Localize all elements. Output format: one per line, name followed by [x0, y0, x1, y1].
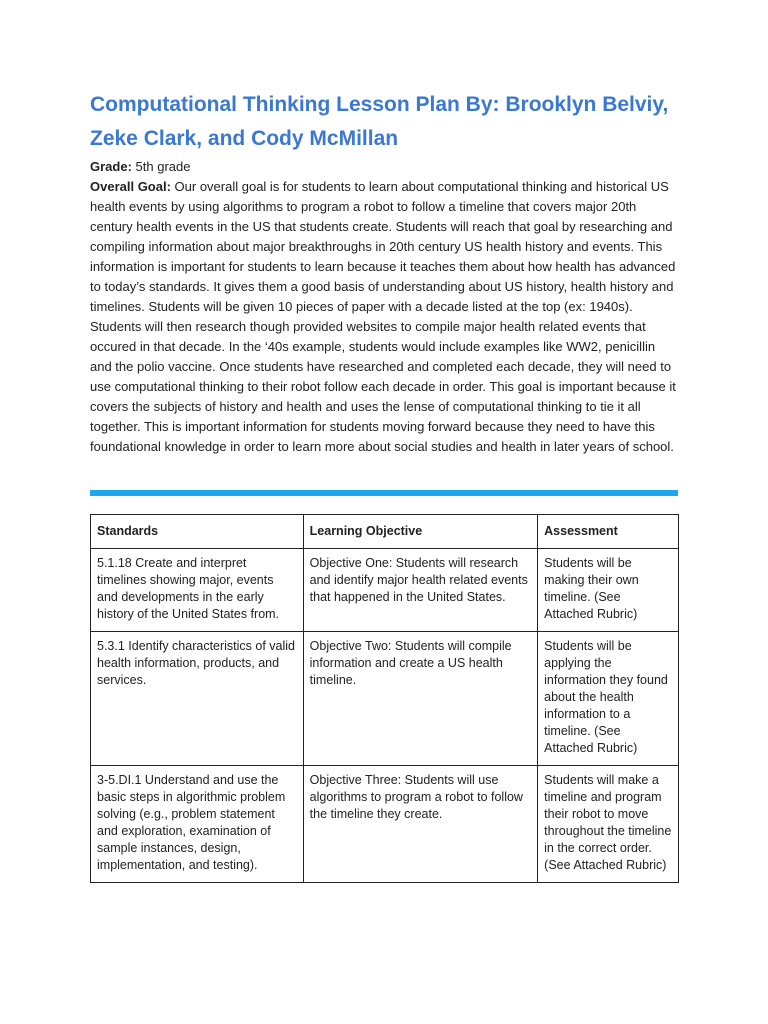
standard-cell: 5.1.18 Create and interpret timelines showing major, events and developments in the early history of the United States from.	[91, 549, 304, 632]
standards-table	[90, 514, 679, 883]
objective-cell: Objective Three: Students will use algorithms to program a robot to follow the timeline they create.	[303, 766, 538, 883]
grade-label: Grade:	[90, 159, 132, 174]
table-row	[91, 632, 679, 766]
lesson-plan-page	[90, 88, 678, 457]
overall-goal-text: Our overall goal is for students to learn about computational thinking and historical US health events by using algorithms to program a robot to follow a timeline that covers major 20th century health events in the US that students create. Students will reach that goal by researching and compiling information about major breakthroughs in 20th century US health history and events. This information is important for students to learn because it teaches them about how health has advanced to today’s standards. It gives them a good basis of understanding about US history, health history and timelines. Students will be given 10 pieces of paper with a decade listed at the top (ex: 1940s). Students will then research though provided websites to compile major health related events that occured in that decade. In the ‘40s example, students would include examples like WW2, penicillin and the polio vaccine. Once students have researched and completed each decade, they will need to use computational thinking to their robot follow each decade in order. This goal is important because it covers the subjects of history and health and uses the lense of computational thinking to tie it all together. This is important information for students moving forward because they need to have this foundational knowledge in order to learn more about social studies and health in later years of school.	[90, 179, 676, 454]
grade-line	[90, 157, 678, 177]
table-row	[91, 549, 679, 632]
header-standards: Standards	[91, 515, 304, 549]
document-title: Computational Thinking Lesson Plan By: Brooklyn Belviy, Zeke Clark, and Cody McMillan	[90, 93, 669, 150]
assessment-cell: Students will make a timeline and program their robot to move throughout the timeline in the correct order. (See Attached Rubric)	[538, 766, 679, 883]
objective-cell: Objective Two: Students will compile information and create a US health timeline.	[303, 632, 538, 766]
grade-value: 5th grade	[135, 159, 191, 174]
section-divider	[90, 490, 678, 496]
header-learning-objective: Learning Objective	[303, 515, 538, 549]
standard-cell: 5.3.1 Identify characteristics of valid health information, products, and services.	[91, 632, 304, 766]
objective-cell: Objective One: Students will research and identify major health related events that happened in the United States.	[303, 549, 538, 632]
assessment-cell: Students will be applying the information they found about the health information to a timeline. (See Attached Rubric)	[538, 632, 679, 766]
standard-cell: 3-5.DI.1 Understand and use the basic steps in algorithmic problem solving (e.g., problem statement and exploration, examination of sample instances, design, implementation, and testing).	[91, 766, 304, 883]
overall-goal-label: Overall Goal:	[90, 179, 171, 194]
header-assessment: Assessment	[538, 515, 679, 549]
assessment-cell: Students will be making their own timeline. (See Attached Rubric)	[538, 549, 679, 632]
overall-goal-paragraph	[90, 177, 678, 457]
table-row	[91, 766, 679, 883]
table-header-row	[91, 515, 679, 549]
